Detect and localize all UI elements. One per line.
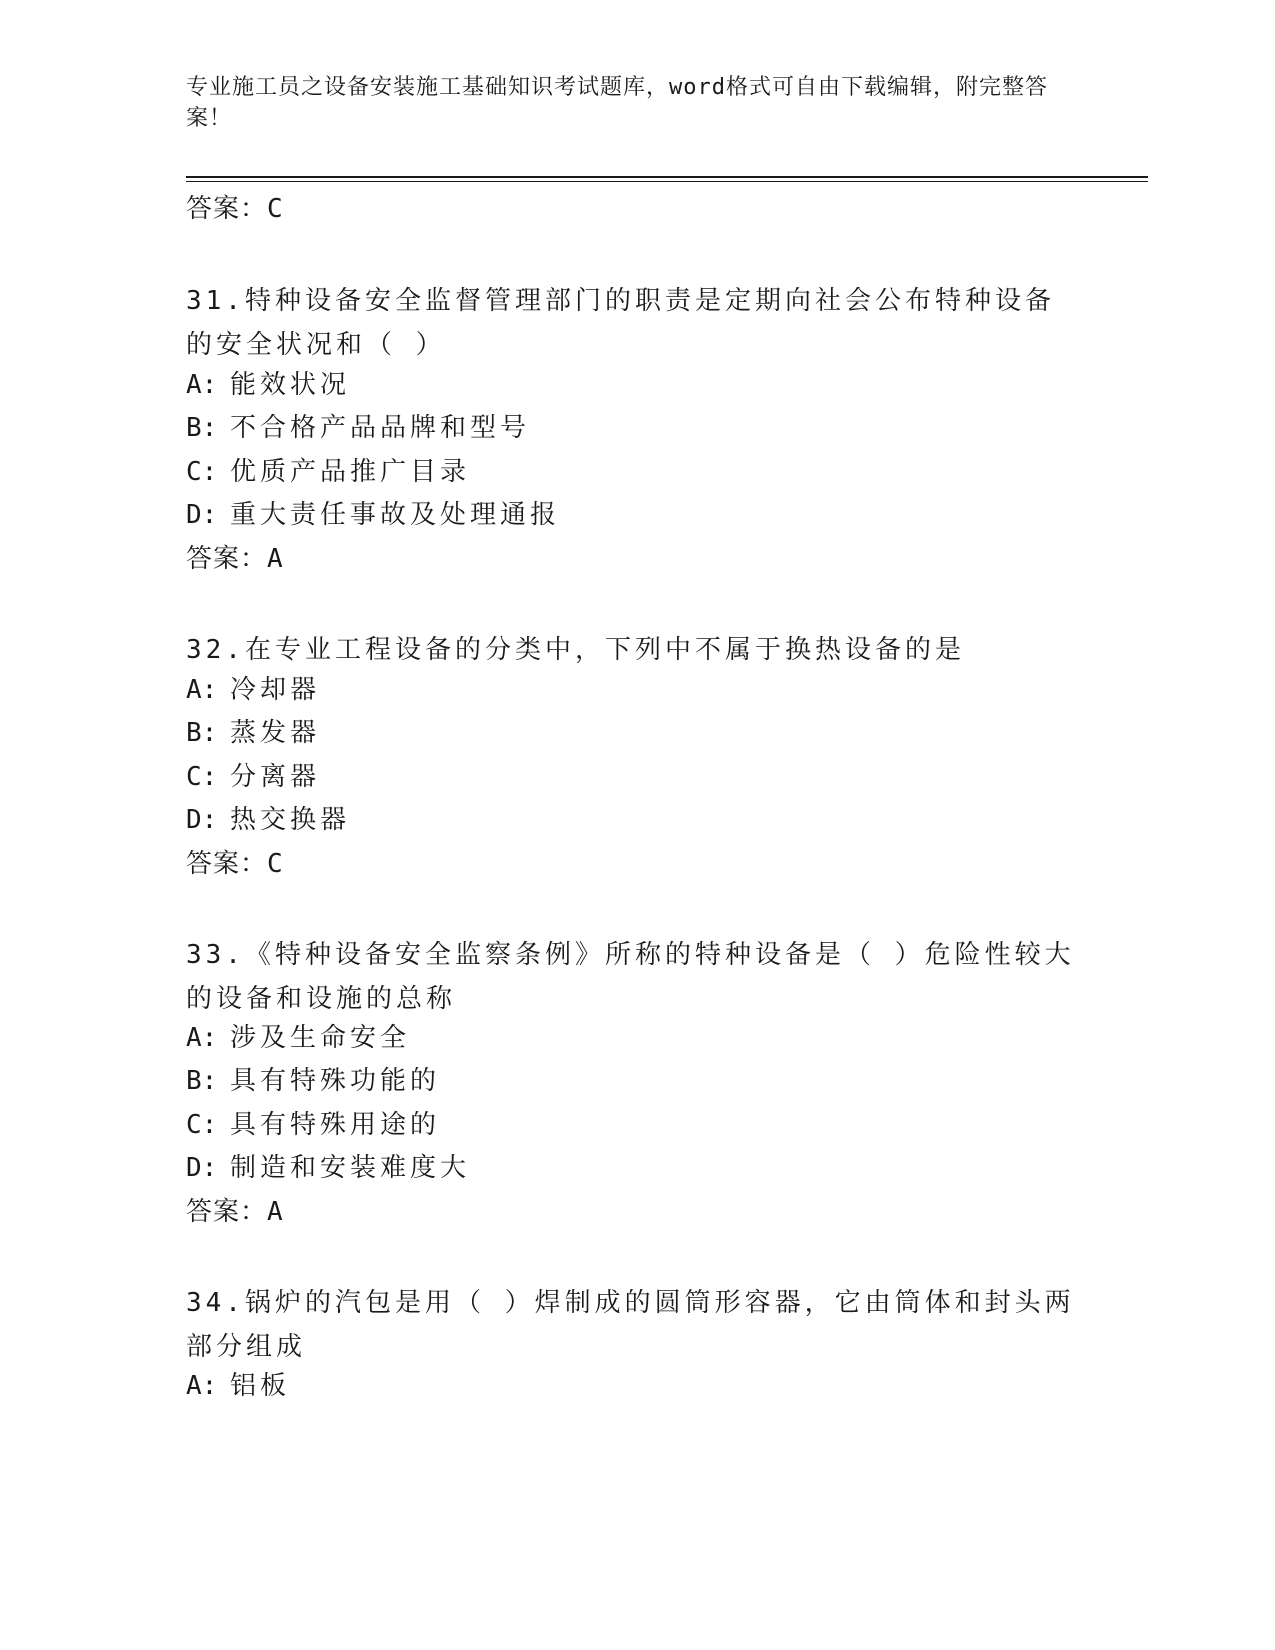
option-text: 热交换器: [230, 805, 351, 835]
question-32-option-c: [186, 760, 320, 794]
option-text: 能效状况: [230, 370, 351, 400]
answer-value: C: [267, 194, 284, 224]
option-key: B:: [186, 413, 218, 443]
question-31-option-b: [186, 411, 530, 445]
option-text: 重大责任事故及处理通报: [230, 500, 561, 530]
answer-label: 答案：: [186, 194, 268, 224]
option-key: D:: [186, 500, 218, 530]
option-key: D:: [186, 1153, 218, 1183]
question-33-option-d: [186, 1151, 470, 1185]
option-key: A:: [186, 1371, 218, 1401]
option-key: D:: [186, 805, 218, 835]
answer-label: 答案：: [186, 544, 268, 574]
question-31-option-c: [186, 455, 470, 489]
answer-value: C: [267, 849, 284, 879]
question-31-stem: 31.特种设备安全监督管理部门的职责是定期向社会公布特种设备的安全状况和（ ）: [186, 286, 1055, 360]
question-33-option-b: [186, 1064, 440, 1098]
question-34-option-a: [186, 1369, 290, 1403]
question-32-option-d: [186, 803, 350, 837]
answer-q31: [186, 542, 284, 576]
option-text: 分离器: [230, 762, 321, 792]
question-33-option-c: [186, 1108, 440, 1142]
option-text: 涉及生命安全: [230, 1023, 411, 1053]
answer-label: 答案：: [186, 1197, 268, 1227]
option-key: A:: [186, 675, 218, 705]
question-31-option-d: [186, 498, 560, 532]
option-text: 具有特殊用途的: [230, 1110, 441, 1140]
option-key: C:: [186, 1110, 218, 1140]
option-text: 铝板: [230, 1371, 291, 1401]
answer-value: A: [267, 1197, 284, 1227]
option-key: A:: [186, 1023, 218, 1053]
option-key: A:: [186, 370, 218, 400]
option-text: 具有特殊功能的: [230, 1066, 441, 1096]
question-33-option-a: [186, 1021, 410, 1055]
answer-value: A: [267, 544, 284, 574]
option-key: B:: [186, 1066, 218, 1096]
option-key: C:: [186, 762, 218, 792]
question-33-stem: 33.《特种设备安全监察条例》所称的特种设备是（ ）危险性较大的设备和设施的总称: [186, 940, 1075, 1014]
option-text: 冷却器: [230, 675, 321, 705]
option-text: 蒸发器: [230, 718, 321, 748]
answer-label: 答案：: [186, 849, 268, 879]
header-divider-thick: [186, 176, 1148, 178]
document-header: 专业施工员之设备安装施工基础知识考试题库，word格式可自由下载编辑，附完整答案！: [186, 75, 1048, 131]
option-text: 制造和安装难度大: [230, 1153, 471, 1183]
question-31-option-a: [186, 368, 350, 402]
option-text: 不合格产品品牌和型号: [230, 413, 531, 443]
answer-q32: [186, 847, 284, 881]
option-key: B:: [186, 718, 218, 748]
question-32-stem: 32.在专业工程设备的分类中，下列中不属于换热设备的是: [186, 635, 965, 665]
question-34-stem: 34.锅炉的汽包是用（ ）焊制成的圆筒形容器，它由筒体和封头两部分组成: [186, 1288, 1075, 1362]
question-32-option-a: [186, 673, 320, 707]
answer-q30: [186, 192, 284, 226]
header-divider-thin: [186, 181, 1148, 182]
option-text: 优质产品推广目录: [230, 457, 471, 487]
answer-q33: [186, 1195, 284, 1229]
question-32-option-b: [186, 716, 320, 750]
option-key: C:: [186, 457, 218, 487]
